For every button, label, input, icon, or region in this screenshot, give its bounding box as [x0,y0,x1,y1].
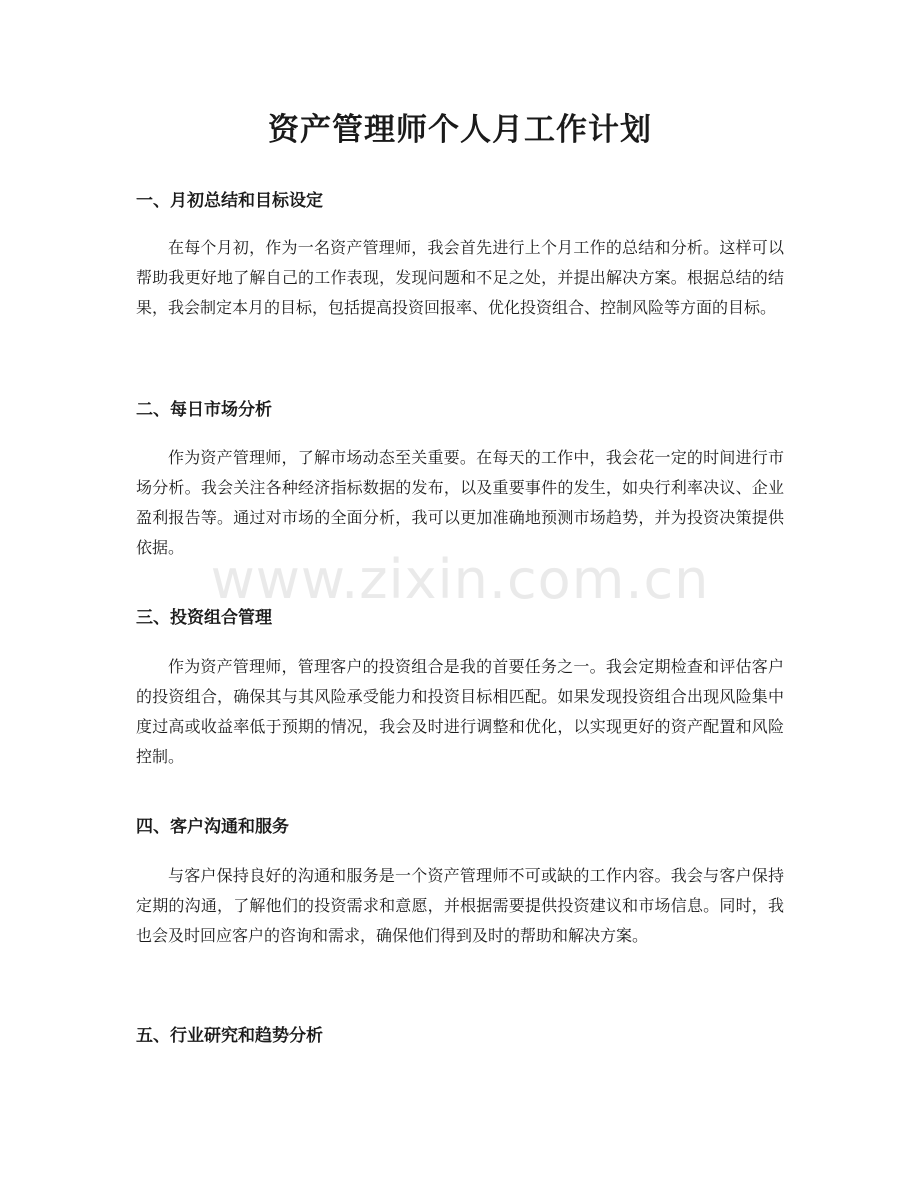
section-heading-5: 五、行业研究和趋势分析 [136,1026,323,1046]
section-body-4: 与客户保持良好的沟通和服务是一个资产管理师不可或缺的工作内容。我会与客户保持定期的沟通，了解他们的投资需求和意愿，并根据需要提供投资建议和市场信息。同时，我也会及时回应客户的咨询和需求，确保他们得到及时的帮助和解决方案。 [136,866,784,945]
page-title: 资产管理师个人月工作计划 [268,112,652,148]
section-heading-3: 三、投资组合管理 [136,608,272,628]
section-heading-2: 二、每日市场分析 [136,400,272,420]
section-heading-4: 四、客户沟通和服务 [136,817,289,837]
section-heading-1: 一、月初总结和目标设定 [136,191,323,211]
section-body-3: 作为资产管理师，管理客户的投资组合是我的首要任务之一。我会定期检查和评估客户的投资组合，确保其与其风险承受能力和投资目标相匹配。如果发现投资组合出现风险集中度过高或收益率低于预期的情况，我会及时进行调整和优化，以实现更好的资产配置和风险控制。 [136,657,784,766]
section-body-2: 作为资产管理师，了解市场动态至关重要。在每天的工作中，我会花一定的时间进行市场分析。我会关注各种经济指标数据的发布，以及重要事件的发生，如央行利率决议、企业盈利报告等。通过对市场的全面分析，我可以更加准确地预测市场趋势，并为投资决策提供依据。 [136,448,784,557]
section-body-1: 在每个月初，作为一名资产管理师，我会首先进行上个月工作的总结和分析。这样可以帮助我更好地了解自己的工作表现，发现问题和不足之处，并提出解决方案。根据总结的结果，我会制定本月的目标，包括提高投资回报率、优化投资组合、控制风险等方面的目标。 [136,238,784,317]
watermark: www.zixin.com.cn [210,548,710,611]
